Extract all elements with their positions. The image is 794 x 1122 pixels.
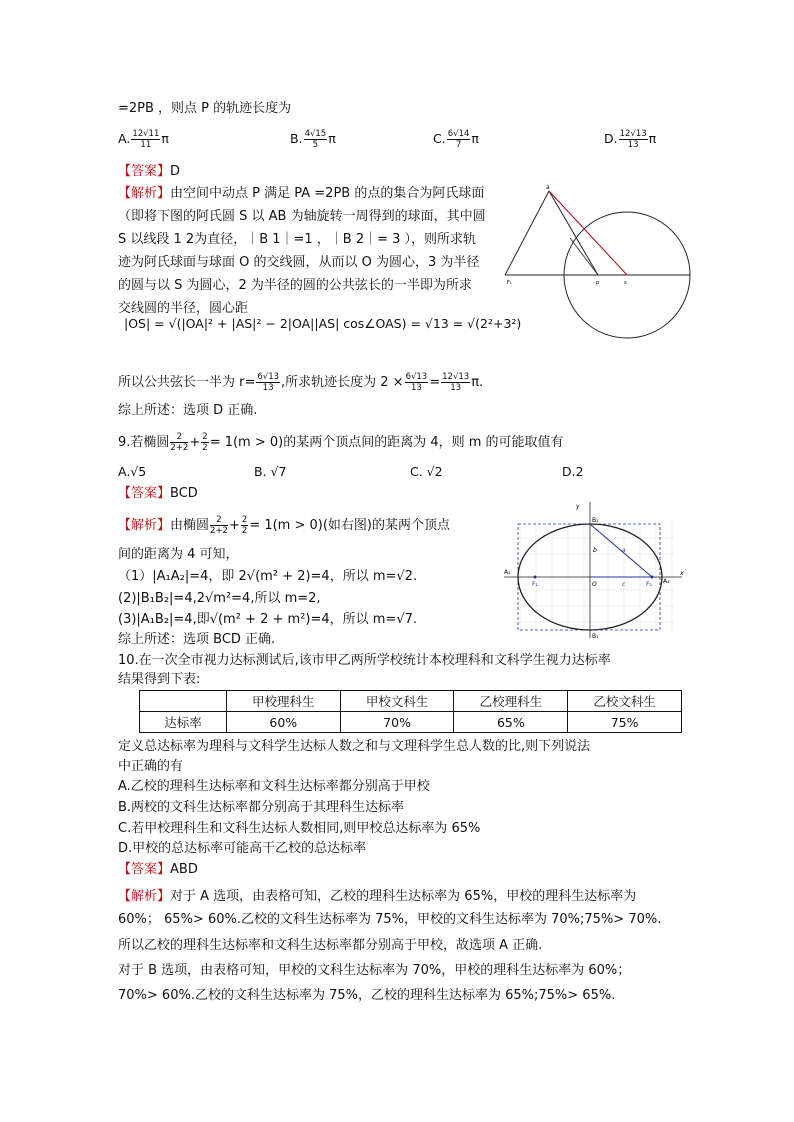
table-header-cell: 甲校文科生 — [340, 691, 454, 712]
q9-analysis-line-6: 综上所述：选项 BCD 正确. — [118, 632, 276, 647]
q9-analysis-line-2: 间的距离为 4 可知， — [118, 547, 239, 562]
figure-focus-2 — [651, 576, 654, 579]
q9-option-a: A.√5 — [118, 464, 147, 479]
q9-ellipse-figure — [500, 500, 690, 640]
q9-answer: 【答案】BCD — [118, 486, 198, 501]
figure-label-o: O — [592, 581, 597, 588]
figure-label-p1: F₁ — [507, 280, 512, 286]
figure-label-x: x — [680, 570, 684, 577]
table-row — [140, 712, 682, 733]
figure-label-b1: B₁ — [592, 633, 599, 640]
table-cell: 65% — [454, 712, 568, 733]
figure-label-f2: F₂ — [646, 581, 652, 588]
q9-option-b: B. √7 — [254, 464, 287, 479]
q10-option-b: B.两校的文科生达标率都分别高于其理科生达标率 — [118, 800, 405, 815]
q10-option-a: A.乙校的理科生达标率和文科生达标率都分别高于甲校 — [118, 779, 430, 794]
q10-analysis-line-5: 70%> 60%.乙校的文科生达标率为 75%，乙校的理科生达标率为 65%;75%> 65%. — [118, 988, 616, 1003]
figure-inner-segment — [570, 238, 598, 275]
q10-rates-table — [139, 690, 682, 733]
figure-label-f1: F₁ — [532, 581, 538, 588]
q8-analysis-line-4: 迹为阿氏球面与球面 O 的交线圆，从而以 O 为圆心，3 为半径 — [118, 255, 480, 270]
q8-conclusion: 综上所述：选项 D 正确. — [118, 403, 258, 418]
q9-option-d: D.2 — [562, 464, 584, 479]
figure-triangle-left-side — [505, 191, 549, 275]
table-cell: 75% — [568, 712, 682, 733]
q8-half-chord-line: 所以公共弦长一半为 r= $\frac{6√13}{13}$ ,所求轨迹长度为 2 × $\frac{6√13}{13}$ = $\frac{12√13}{13}$ π. — [118, 372, 484, 393]
table-cell: 达标率 — [140, 712, 227, 733]
q10-stem-line-1: 10.在一次全市视力达标测试后,该市甲乙两所学校统计本校理科和文科学生视力达标率 — [118, 653, 611, 668]
q8-analysis-line-2: （即将下图的阿氏圆 S 以 AB 为轴旋转一周得到的球面，其中圆 — [118, 209, 486, 224]
q10-analysis-line-2: 60%； 65%> 60%.乙校的文科生达标率为 75%，甲校的文科生达标率为 70%;75%> 70%. — [118, 912, 662, 927]
table-header-row — [140, 691, 682, 712]
q8-distance-formula: |OS| = √(|OA|² + |AS|² − 2|OA||AS| cos∠OAS) = √13 = √(2²+3²) — [124, 316, 522, 331]
table-header-cell: 乙校文科生 — [568, 691, 682, 712]
q8-analysis-line-5: 的圆与以 S 为圆心，2 为半径的圆的公共弦长的一半即为所求 — [118, 278, 472, 293]
table-cell: 60% — [226, 712, 340, 733]
q8-option-a: A. $\frac{12√11}{11}$ π — [118, 129, 169, 150]
figure-label-top: a — [546, 184, 550, 191]
figure-label-a: a — [622, 547, 626, 554]
table-header-cell: 甲校理科生 — [226, 691, 340, 712]
figure-label-p: p — [596, 280, 600, 286]
q9-analysis-line-3: （1）|A₁A₂|=4，即 2√(m² + 2)=4，所以 m=√2. — [118, 569, 418, 584]
q8-stem-tail: =2PB ，则点 P 的轨迹长度为 — [118, 101, 292, 116]
figure-label-a2: A₂ — [663, 578, 670, 585]
figure-label-y: y — [576, 503, 580, 510]
figure-label-c: c — [622, 581, 626, 588]
q10-analysis-line-3: 所以乙校的理科生达标率和文科生达标率都分别高于甲校，故选项 A 正确. — [118, 938, 543, 953]
q8-analysis-line-3: S 以线段 1 2为直径，｜B 1｜=1 ，｜B 2｜= 3 ），则所求轨 — [118, 232, 477, 247]
q9-option-c: C. √2 — [410, 464, 443, 479]
q8-analysis-line-6: 交线圆的半径，圆心距 — [118, 301, 249, 316]
q10-stem-line-2: 结果得到下表: — [118, 672, 201, 687]
figure-label-b2: B₂ — [592, 517, 599, 524]
q9-stem: 9.若椭圆 $\frac{2}{2+2}$ + $\frac{2}{2}$ = 1(m > 0)的某两个顶点间的距离为 4，则 m 的可能取值有 — [118, 432, 564, 453]
figure-label-b: b — [593, 547, 597, 554]
q10-analysis-line-4: 对于 B 选项，由表格可知，甲校的文科生达标率为 70%，甲校的理科生达标率为 60%； — [118, 963, 631, 978]
q10-analysis-line-1: 【解析】对于 A 选项，由表格可知，乙校的理科生达标率为 65%，甲校的理科生达标率为 — [118, 889, 637, 904]
figure-triangle-right-side — [549, 191, 598, 275]
figure-label-s: s — [624, 280, 627, 286]
q8-circle-figure — [500, 180, 700, 350]
figure-segment-a — [590, 524, 652, 577]
q8-answer: 【答案】D — [118, 164, 181, 179]
table-header-cell — [140, 691, 227, 712]
q9-analysis-line-1: 【解析】由椭圆 $\frac{2}{2+2}$ + $\frac{2}{2}$ = 1(m > 0)(如右图)的某两个顶点 — [118, 515, 450, 536]
q8-option-c: C. $\frac{6√14}{7}$ π — [433, 129, 479, 150]
q8-analysis-line-1: 【解析】由空间中动点 P 满足 PA =2PB 的点的集合为阿氏球面 — [118, 186, 485, 201]
q9-analysis-line-4: (2)|B₁B₂|=4,2√m²=4,所以 m=2, — [118, 591, 321, 606]
figure-focus-1 — [534, 576, 537, 579]
q8-option-d: D. $\frac{12√13}{13}$ π — [604, 129, 657, 150]
q10-answer: 【答案】ABD — [118, 862, 198, 877]
q8-option-b: B. $\frac{4√15}{5}$ π — [290, 129, 336, 150]
q10-option-c: C.若甲校理科生和文科生达标人数相同,则甲校总达标率为 65% — [118, 821, 481, 836]
table-header-cell: 乙校理科生 — [454, 691, 568, 712]
q10-option-d: D.甲校的总达标率可能高干乙校的总达标率 — [118, 841, 367, 856]
figure-label-a1: A₁ — [504, 569, 511, 576]
q10-definition-line-2: 中正确的有 — [118, 759, 184, 774]
table-cell: 70% — [340, 712, 454, 733]
q9-analysis-line-5: (3)|A₁B₂|=4,即√(m² + 2 + m²)=4，所以 m=√7. — [118, 612, 418, 627]
q10-definition-line-1: 定义总达标率为理科与文科学生达标人数之和与文理科学生总人数的比,则下列说法 — [118, 739, 591, 754]
